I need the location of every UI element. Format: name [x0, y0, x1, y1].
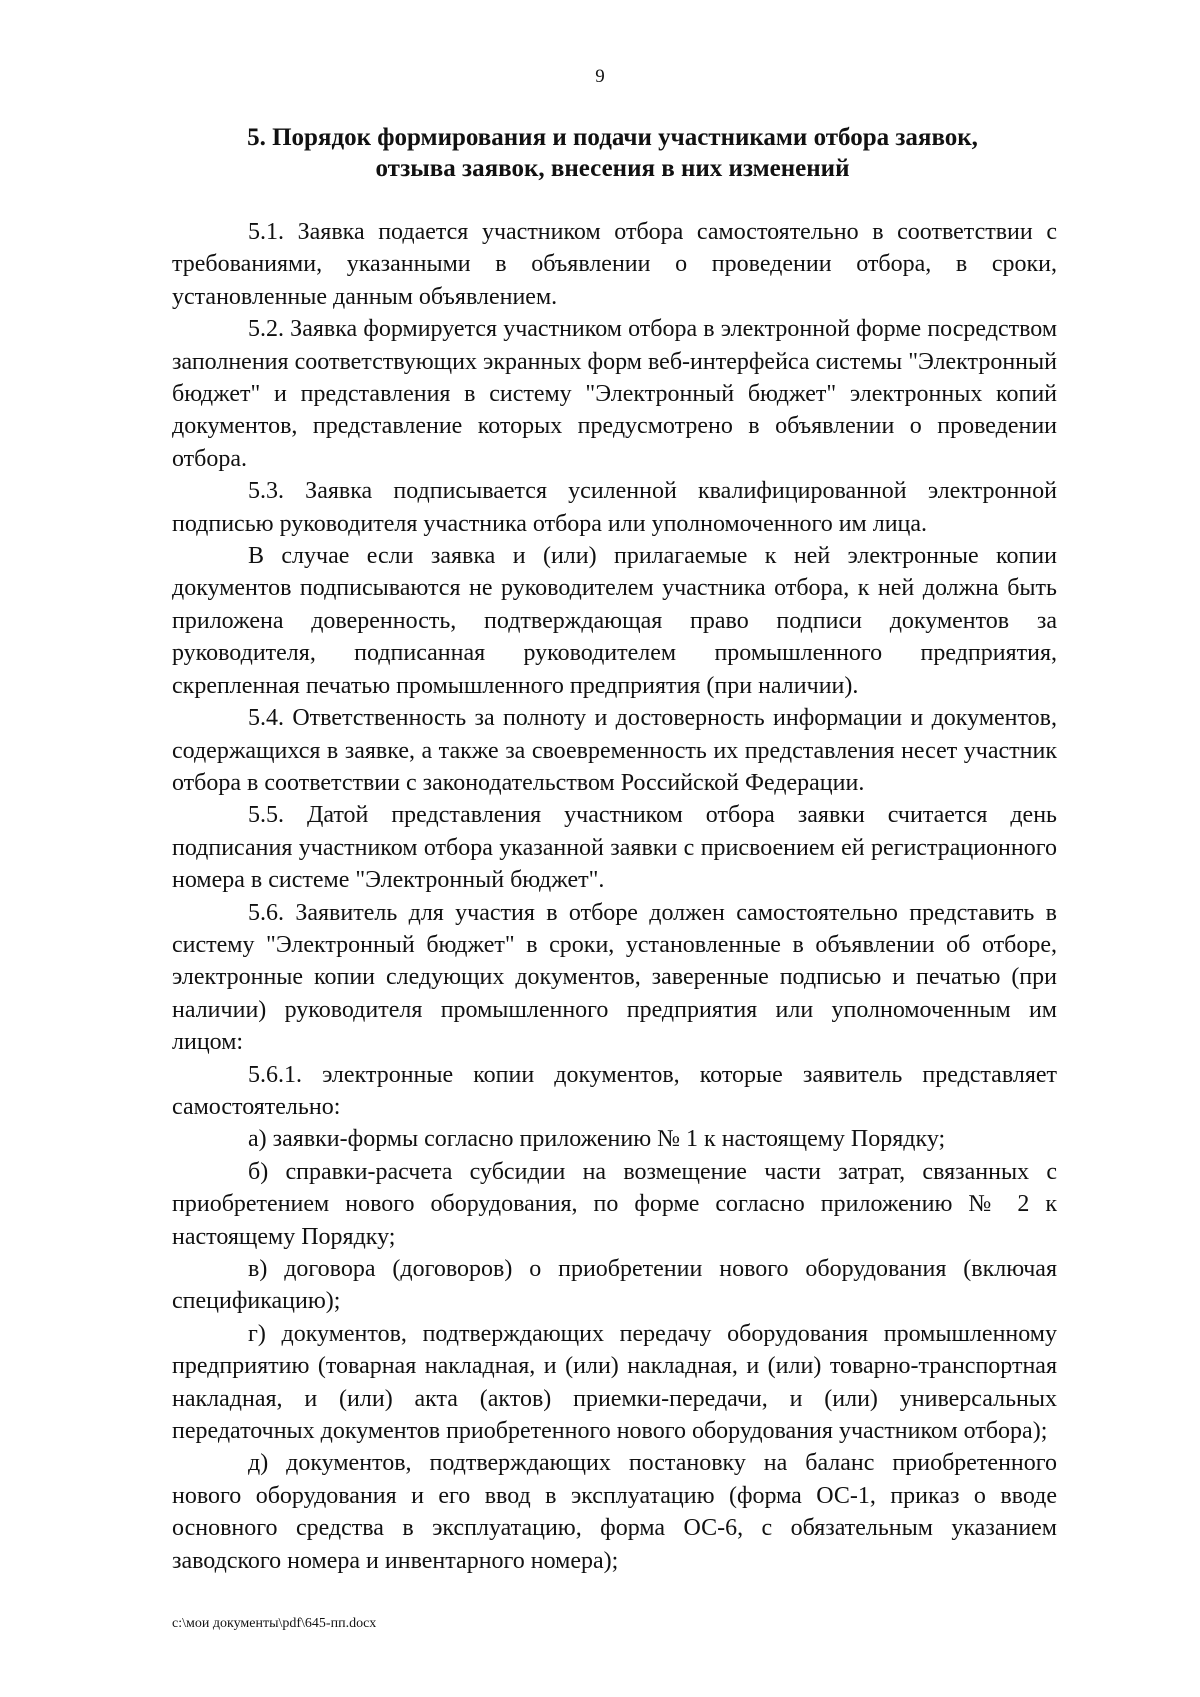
- paragraph-5-3-signature: В случае если заявка и (или) прилагаемые к ней электронные копии документов подписываются не руководителем участника отбора, к ней должна быть приложена доверенность, подтверждающая право подписи документов за руководителя, подписанная руководителем промышленного предприятия, скрепленная печатью промышленного предприятия (при наличии).: [172, 543, 1057, 699]
- paragraph-5-3: 5.3. Заявка подписывается усиленной квалифицированной электронной подписью руководителя участника отбора или уполномоченного им лица.: [172, 478, 1057, 537]
- page-number: 9: [595, 66, 605, 87]
- section-title-line-1: 5. Порядок формирования и подачи участниками отбора заявок,: [247, 124, 978, 151]
- paragraph-5-4: 5.4. Ответственность за полноту и достоверность информации и документов, содержащихся в заявке, а также за своевременность их представления несет участник отбора в соответствии с законодательством Российской Федерации.: [172, 705, 1057, 796]
- paragraph-5-5: 5.5. Датой представления участником отбора заявки считается день подписания участником отбора указанной заявки с присвоением ей регистрационного номера в системе "Электронный бюджет".: [172, 802, 1057, 894]
- list-item-v: в) договора (договоров) о приобретении нового оборудования (включая спецификацию);: [172, 1256, 1057, 1315]
- list-item-g: г) документов, подтверждающих передачу оборудования промышленному предприятию (товарная накладная, и (или) накладная, и (или) товарно-транспортная накладная, и (или) акта (актов) приемки-передачи, и (или) универсальных передаточных документов приобретенного нового оборудования участником отбора);: [172, 1320, 1057, 1445]
- list-item-a: а) заявки-формы согласно приложению № 1 к настоящему Порядку;: [248, 1126, 946, 1153]
- list-item-b: б) справки-расчета субсидии на возмещение части затрат, связанных с приобретением нового оборудования, по форме согласно приложению № 2 к настоящему Порядку;: [172, 1158, 1057, 1250]
- document-body: [172, 216, 1057, 1577]
- paragraph-5-6: 5.6. Заявитель для участия в отборе должен самостоятельно представить в систему "Электронный бюджет" в сроки, установленные в объявлении об отборе, электронные копии следующих документов, заверенные подписью и печатью (при наличии) руководителя промышленного предприятия или уполномоченным им лицом:: [172, 899, 1057, 1056]
- paragraph-5-2: 5.2. Заявка формируется участником отбора в электронной форме посредством заполнения соответствующих экранных форм веб-интерфейса системы "Электронный бюджет" и представления в систему "Электронный бюджет" электронных копий документов, представление которых предусмотрено в объявлении о проведении отбора.: [172, 316, 1057, 472]
- footer-file-path: c:\мои документы\pdf\645-пп.docx: [172, 1616, 377, 1631]
- section-title-line-2: отзыва заявок, внесения в них изменений: [375, 155, 850, 182]
- list-item-d: д) документов, подтверждающих постановку на баланс приобретенного нового оборудования и его ввод в эксплуатацию (форма ОС-1, приказ о вводе основного средства в эксплуатацию, форма ОС-6, с обязательным указанием заводского номера и инвентарного номера);: [172, 1450, 1057, 1574]
- section-title: [160, 122, 1065, 184]
- paragraph-5-6-1: 5.6.1. электронные копии документов, которые заявитель представляет самостоятельно:: [172, 1061, 1057, 1120]
- paragraph-5-1: 5.1. Заявка подается участником отбора самостоятельно в соответствии с требованиями, указанными в объявлении о проведении отбора, в сроки, установленные данным объявлением.: [172, 219, 1057, 310]
